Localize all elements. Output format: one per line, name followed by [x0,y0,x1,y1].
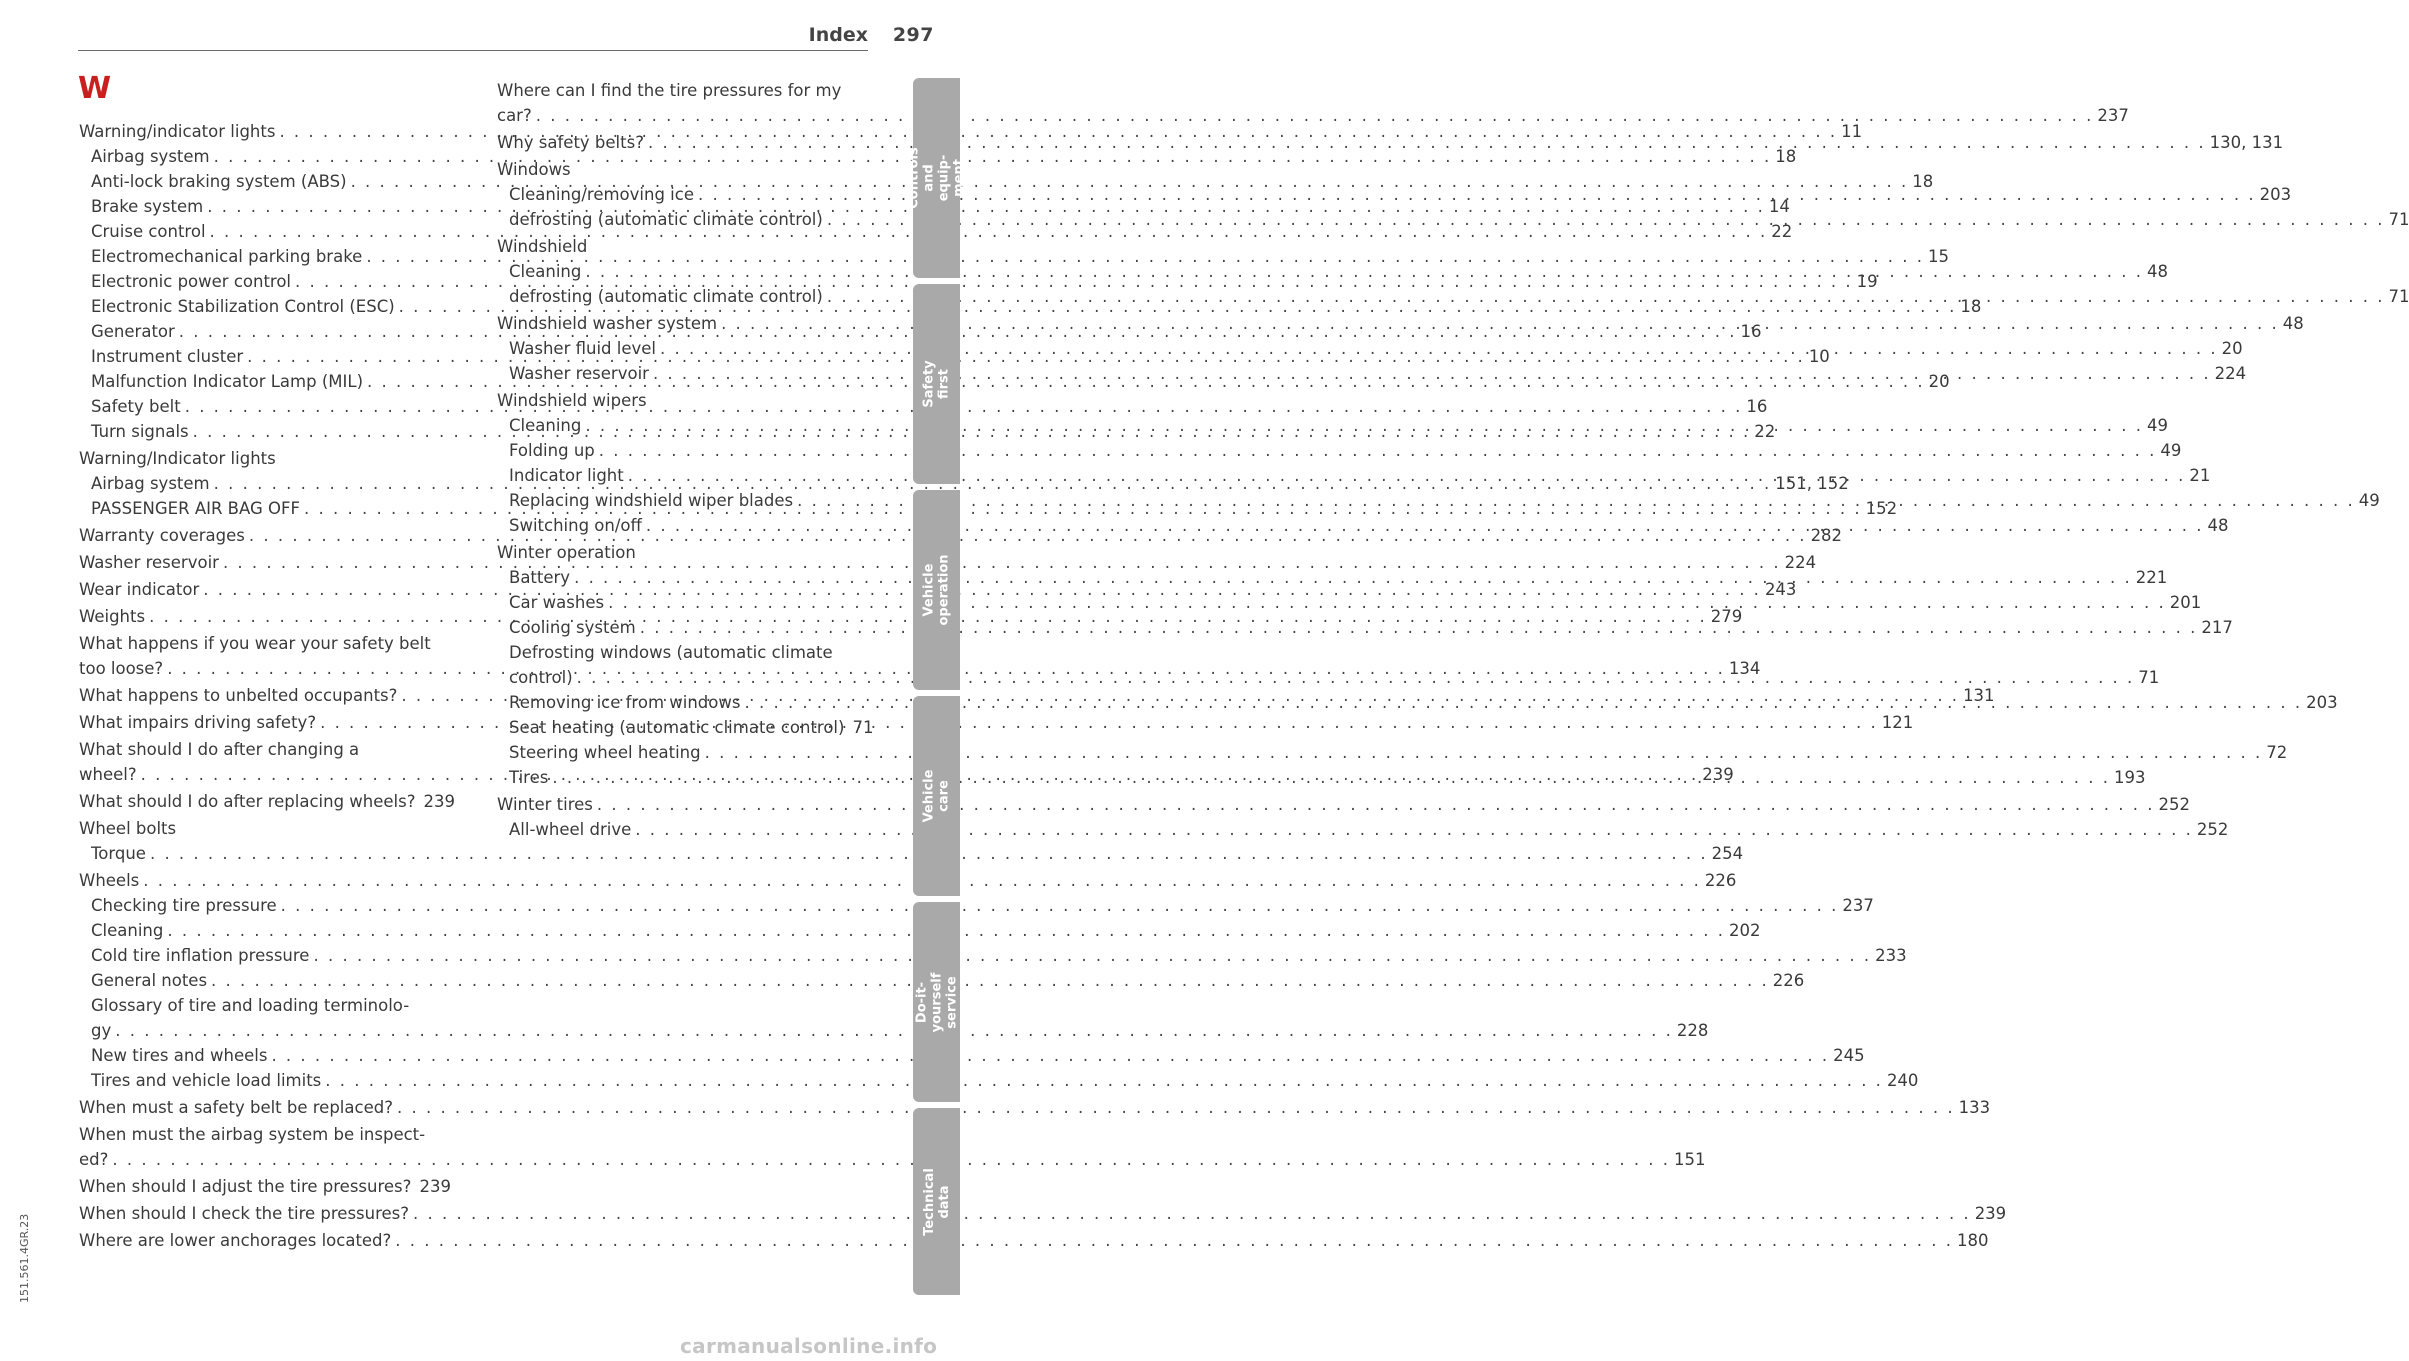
entry-page-ref: 228 [1676,1021,1709,1040]
entry-page-ref: 224 [2214,364,2247,383]
leader-dots [585,259,2143,284]
document-code: 151.561.4GR.23 [18,1213,31,1303]
leader-dots [585,413,2143,438]
entry-label: Washer reservoir [79,553,219,572]
entry-label: PASSENGER AIR BAG OFF [91,499,300,518]
entry-label: Where are lower anchorages located? [79,1231,392,1250]
leader-dots [115,1018,1673,1043]
entry-page-ref: 130, 131 [2209,133,2284,152]
leader-dots [653,361,2211,386]
entry-page-ref: 252 [2158,795,2191,814]
entry-label: ed? [79,1150,109,1169]
index-entry [79,1201,2007,1226]
index-entry [497,792,2191,817]
entry-label: Electronic power control [91,272,292,291]
index-heading: Windshield [497,237,588,256]
chapter-tab-label: Vehicle operation [921,554,952,626]
chapter-tab-label: Do-it-yourself service [914,972,960,1032]
index-heading: Warning/Indicator lights [79,449,276,468]
leader-dots [413,1201,1971,1226]
watermark: carmanualsonline.info [680,1334,938,1358]
entry-label: Why safety belts? [497,133,644,152]
entry-label: Battery [509,568,571,587]
entry-label: gy [91,1021,112,1040]
entry-page-ref: 279 [1710,607,1743,626]
leader-dots [325,1068,1883,1093]
leader-dots [797,488,2355,513]
entry-page-ref: 240 [1886,1071,1919,1090]
entry-label: Airbag system [91,147,210,166]
leader-dots [646,513,2204,538]
entry-label: Tires and vehicle load limits [91,1071,322,1090]
chapter-tab-label: Vehicle care [921,769,952,823]
leader-dots [827,284,2385,309]
entry-page-ref: 10 [1808,347,1830,366]
entry-page-ref: 221 [2135,568,2168,587]
index-entry [79,868,1737,893]
entry-label: Malfunction Indicator Lamp (MIL) [91,372,364,391]
index-heading: Windows [497,160,571,179]
leader-dots [281,893,1839,918]
entry-page-ref: 134 [1728,659,1761,678]
entry-page-ref: 49 [2147,416,2168,435]
entry-label: Folding up [509,441,595,460]
entry-label: Winter tires [497,795,593,814]
entry-page-ref: 217 [2201,618,2233,637]
entry-page-ref: 19 [1856,272,1878,291]
entry-label: Warranty coverages [79,526,245,545]
entry-label: Torque [91,844,146,863]
index-entry [79,841,1744,866]
entry-label: Generator [91,322,175,341]
index-entry [79,1068,1919,1093]
entry-page-ref: 203 [2259,185,2292,204]
entry-page-ref: 71 [2388,210,2409,229]
entry-page-ref: 237 [1842,896,1874,915]
entry-label: Removing ice from windows [509,693,741,712]
entry-label: too loose? [79,659,164,678]
entry-label: Cleaning [91,921,164,940]
entry-page-ref: 226 [1704,871,1737,890]
leader-dots [608,590,2166,615]
entry-label: Checking tire pressure [91,896,277,915]
entry-label: Replacing windshield wiper blades [509,491,794,510]
chapter-tab-label: Technical data [921,1167,952,1236]
index-heading: What happens if you wear your safety belt [79,634,431,653]
index-heading: Windshield wipers [497,391,647,410]
index-heading: Glossary of tire and loading terminolo- [91,996,410,1015]
entry-page-ref: 131 [1963,686,1995,705]
leader-dots [112,1147,1670,1172]
entry-label: wheel? [79,765,137,784]
index-entry [79,1018,1709,1043]
entry-page-ref: 193 [2113,768,2146,787]
entry-page-ref: 252 [2196,820,2229,839]
index-entry [79,918,1761,943]
chapter-tab[interactable] [913,902,960,1102]
header-rule [78,50,868,51]
entry-page-ref: 245 [1833,1046,1865,1065]
entry-label: Cleaning [509,262,582,281]
entry-label: Cleaning [509,416,582,435]
entry-page-ref: 11 [1841,122,1863,141]
entry-label: Steering wheel heating [509,743,701,762]
leader-dots [271,1043,1829,1068]
entry-label: Washer reservoir [509,364,649,383]
entry-label: Cooling system [509,618,636,637]
index-entry [79,1043,1865,1068]
index-heading: Wheel bolts [79,819,177,838]
entry-label: Anti-lock braking system (ABS) [91,172,347,191]
entry-page-ref: 282 [1810,526,1843,545]
entry-label: Washer fluid level [509,339,656,358]
entry-page-ref: 121 [1881,713,1914,732]
entry-page-ref: 239 [419,1177,451,1196]
leader-dots [574,565,2132,590]
entry-page-ref: 16 [1740,322,1762,341]
entry-label: Cleaning/removing ice [509,185,694,204]
entry-page-ref: 239 [1702,765,1734,784]
entry-label: Cruise control [91,222,206,241]
entry-label: When should I check the tire pressures? [79,1204,410,1223]
chapter-tab[interactable] [913,284,960,484]
chapter-tab[interactable] [913,696,960,896]
entry-label: Wheels [79,871,140,890]
entry-page-ref: 237 [2097,106,2129,125]
page-number: 297 [892,24,934,46]
entry-label: Instrument cluster [91,347,244,366]
entry-page-ref: 71 [852,718,874,737]
entry-label: car? [497,106,532,125]
entry-label: Airbag system [91,474,210,493]
entry-label: Switching on/off [509,516,642,535]
entry-page-ref: 201 [2169,593,2202,612]
leader-dots [660,336,2218,361]
entry-page-ref: 239 [1974,1204,2007,1223]
index-entry [79,1095,1991,1120]
entry-page-ref: 16 [1746,397,1768,416]
entry-page-ref: 152 [1865,499,1898,518]
index-entry [79,893,1874,918]
entry-label: What should I do after replacing wheels? [79,792,416,811]
entry-label: Indicator light [509,466,624,485]
index-heading: What should I do after changing a [79,740,360,759]
leader-dots [211,968,1769,993]
entry-page-ref: 18 [1960,297,1982,316]
entry-label: What impairs driving safety? [79,713,317,732]
entry-page-ref: 239 [423,792,455,811]
entry-page-ref: 48 [2147,262,2168,281]
index-entry [79,144,1797,169]
entry-label: When should I adjust the tire pressures? [79,1177,412,1196]
index-entry [79,1174,451,1199]
entry-label: Electronic Stabilization Control (ESC) [91,297,395,316]
leader-dots [744,690,2302,715]
entry-label: General notes [91,971,208,990]
entry-label: Weights [79,607,146,626]
entry-page-ref: 20 [1928,372,1950,391]
entry-page-ref: 20 [2221,339,2243,358]
leader-dots [827,207,2385,232]
leader-dots [597,792,2155,817]
entry-label: Brake system [91,197,204,216]
entry-page-ref: 71 [2388,287,2409,306]
entry-page-ref: 226 [1772,971,1805,990]
entry-label: Wear indicator [79,580,200,599]
entry-page-ref: 203 [2306,693,2338,712]
index-entry [497,715,874,740]
leader-dots [577,665,2135,690]
entry-page-ref: 49 [2358,491,2380,510]
index-entry [79,943,1907,968]
index-heading: Defrosting windows (automatic climate [509,643,833,662]
entry-page-ref: 202 [1729,921,1761,940]
entry-label: Safety belt [91,397,181,416]
index-entry [497,103,2129,128]
entry-page-ref: 243 [1764,580,1797,599]
index-heading: When must the airbag system be inspect- [79,1125,426,1144]
entry-label: Turn signals [91,422,189,441]
leader-dots [599,438,2157,463]
chapter-tab[interactable] [913,490,960,690]
entry-label: Cold tire inflation pressure [91,946,310,965]
entry-label: When must a safety belt be replaced? [79,1098,393,1117]
entry-page-ref: 22 [1771,222,1793,241]
leader-dots [635,817,2193,842]
chapter-tab[interactable] [913,1108,960,1295]
index-entry [79,968,1805,993]
leader-dots [395,1228,1953,1253]
entry-page-ref: 21 [2189,466,2211,485]
leader-dots [313,943,1871,968]
leader-dots [648,130,2206,155]
entry-page-ref: 151, 152 [1775,474,1849,493]
index-heading: Winter operation [497,543,636,562]
entry-page-ref: 22 [1754,422,1776,441]
leader-dots [397,1095,1955,1120]
entry-page-ref: 224 [1784,553,1817,572]
entry-label: Windshield washer system [497,314,718,333]
section-letter: W [78,71,112,106]
index-entry [79,789,455,814]
entry-page-ref: 18 [1775,147,1797,166]
chapter-tab[interactable] [906,78,967,278]
header-title: Index [808,24,868,46]
entry-label: Seat heating (automatic climate control) [509,718,845,737]
entry-page-ref: 133 [1958,1098,1991,1117]
entry-label: Tires [509,768,549,787]
entry-page-ref: 48 [2207,516,2229,535]
entry-page-ref: 254 [1711,844,1744,863]
entry-label: New tires and wheels [91,1046,268,1065]
index-entry [79,1228,1989,1253]
leader-dots [536,103,2094,128]
leader-dots [552,765,2110,790]
chapter-tab-label: Controls and equip- ment [906,147,967,209]
entry-label: defrosting (automatic climate control) [509,210,823,229]
index-heading: Where can I find the tire pressures for my [497,81,842,100]
entry-page-ref: 14 [1768,197,1790,216]
index-entry [497,438,2182,463]
entry-page-ref: 48 [2282,314,2304,333]
entry-label: Car washes [509,593,605,612]
index-entry [497,590,2202,615]
entry-label: What happens to unbelted occupants? [79,686,398,705]
entry-page-ref: 18 [1912,172,1934,191]
leader-dots [628,463,2186,488]
entry-label: Warning/indicator lights [79,122,276,141]
entry-page-ref: 180 [1956,1231,1989,1250]
entry-page-ref: 151 [1674,1150,1706,1169]
entry-page-ref: 71 [2138,668,2160,687]
index-entry [79,1147,1706,1172]
entry-label: Electromechanical parking brake [91,247,363,266]
index-entry [497,740,2288,765]
entry-page-ref: 49 [2160,441,2182,460]
entry-label: All-wheel drive [509,820,632,839]
index-entry [497,817,2229,842]
entry-label: control) [509,668,573,687]
leader-dots [640,615,2198,640]
entry-page-ref: 15 [1927,247,1949,266]
entry-page-ref: 233 [1875,946,1907,965]
entry-page-ref: 72 [2266,743,2288,762]
chapter-tab-label: Safety first [921,360,952,408]
entry-label: defrosting (automatic climate control) [509,287,823,306]
